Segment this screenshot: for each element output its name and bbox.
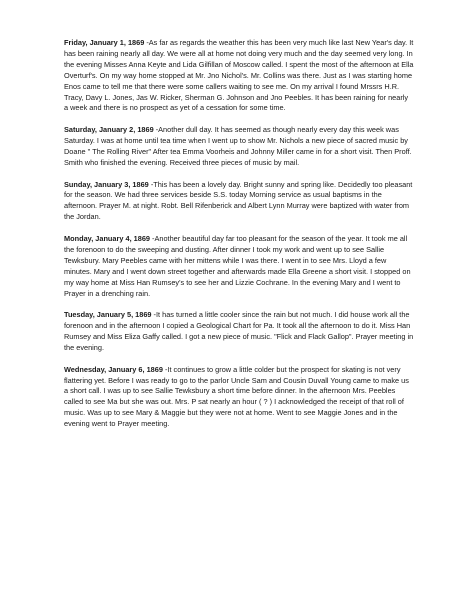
entry-text: -Another dull day. It has seemed as though nearly every day this week was Saturday. I was at home until tea time when I went up to show Mr. Nichols a new piece of sacred music by Doane " The Rolling River" After tea Emma Voorheis and Johnny Miller came in for a short visit. Then Proff. Smith who finished the evening. Received three pieces of music by mail. [64,125,412,167]
diary-entry-jan-6 [64,365,414,430]
diary-entries [64,38,414,441]
entry-date: Saturday, January 2, 1869 [64,125,154,135]
entry-text: -This has been a lovely day. Bright sunny and spring like. Decidedly too pleasant for the season. We had three services beside S.S. today Morning service as usual baptisms in the afternoon. Prayer M. at night. Robt. Bell Rifenberick and Albert Lynn Murray were baptized with water from the Jordan. [64,179,413,222]
diary-entry-jan-5 [64,310,414,354]
entry-date: Monday, January 4, 1869 [64,233,150,243]
entry-text: -Another beautiful day far too pleasant for the season of the year. It took me all the forenoon to do the sweeping and dusting. After dinner I took my work and went up to see Sallie Tewksbury. Mary Peebles came with her mittens while I was there. I went in to see Mrs. Lloyd a few minutes. Mary and I went down street together and afterwards made Ella Greene a short visit. I stopped on my way home at Miss Han Rumsey's to see her and Lizzie Cochrane. In the evening Mary and I went to Prayer in a drenching rain. [64,233,411,298]
entry-date: Sunday, January 3, 1869 [64,179,149,189]
entry-text: -As far as regards the weather this has been very much like last New Year's day. It has been raining nearly all day. We were all at home not doing very much and the day seemed very long. In the evening Misses Anna Keyte and Lida Gilfillan of Moscow called. I spent the most of the afternoon at Ella Overturf's. On my way home stopped at Mr. Jno Nichol's. Mr. Collins was there. Just as I was starting home Enos came to tell me that there were some callers waiting to see me. On my arrival I found Mrssrs H.R. Tracy, Davy L. Jones, Jas W. Ricker, Sherman G. Johnson and Jno Peebles. It has been raining for nearly a week and there is no prospect as yet of a cessation for some time. [64,38,414,113]
entry-text: -It continues to grow a little colder but the prospect for skating is not very flattering yet. Before I was ready to go to the parlor Uncle Sam and Cousin Duvall Young came to make us a short call. I was up to see Sallie Tewksbury a short time before dinner. In the afternoon Mrs. Peebles called to see Ma but she was out. Mrs. P sat nearly an hour ( ? ) I acknowledged the receipt of that roll of music. Was up to see Mary & Maggie but they were not at home. Went to see Maggie Jones and in the evening went to Prayer meeting. [64,364,409,429]
entry-date: Tuesday, January 5, 1869 [64,310,152,320]
entry-date: Friday, January 1, 1869 [64,38,145,47]
diary-entry-jan-1 [64,38,414,114]
diary-entry-jan-2 [64,125,414,169]
entry-text: -It has turned a little cooler since the rain but not much. I did house work all the forenoon and in the afternoon I copied a Geological Chart for Pa. It took all the afternoon to do it. Miss Han Rumsey and Miss Eliza Gaffy called. I got a new piece of music. "Flick and Flack Gallop". Prayer meeting in the evening. [64,310,414,352]
diary-entry-jan-3 [64,180,414,224]
entry-date: Wednesday, January 6, 1869 [64,364,163,374]
diary-entry-jan-4 [64,234,414,299]
